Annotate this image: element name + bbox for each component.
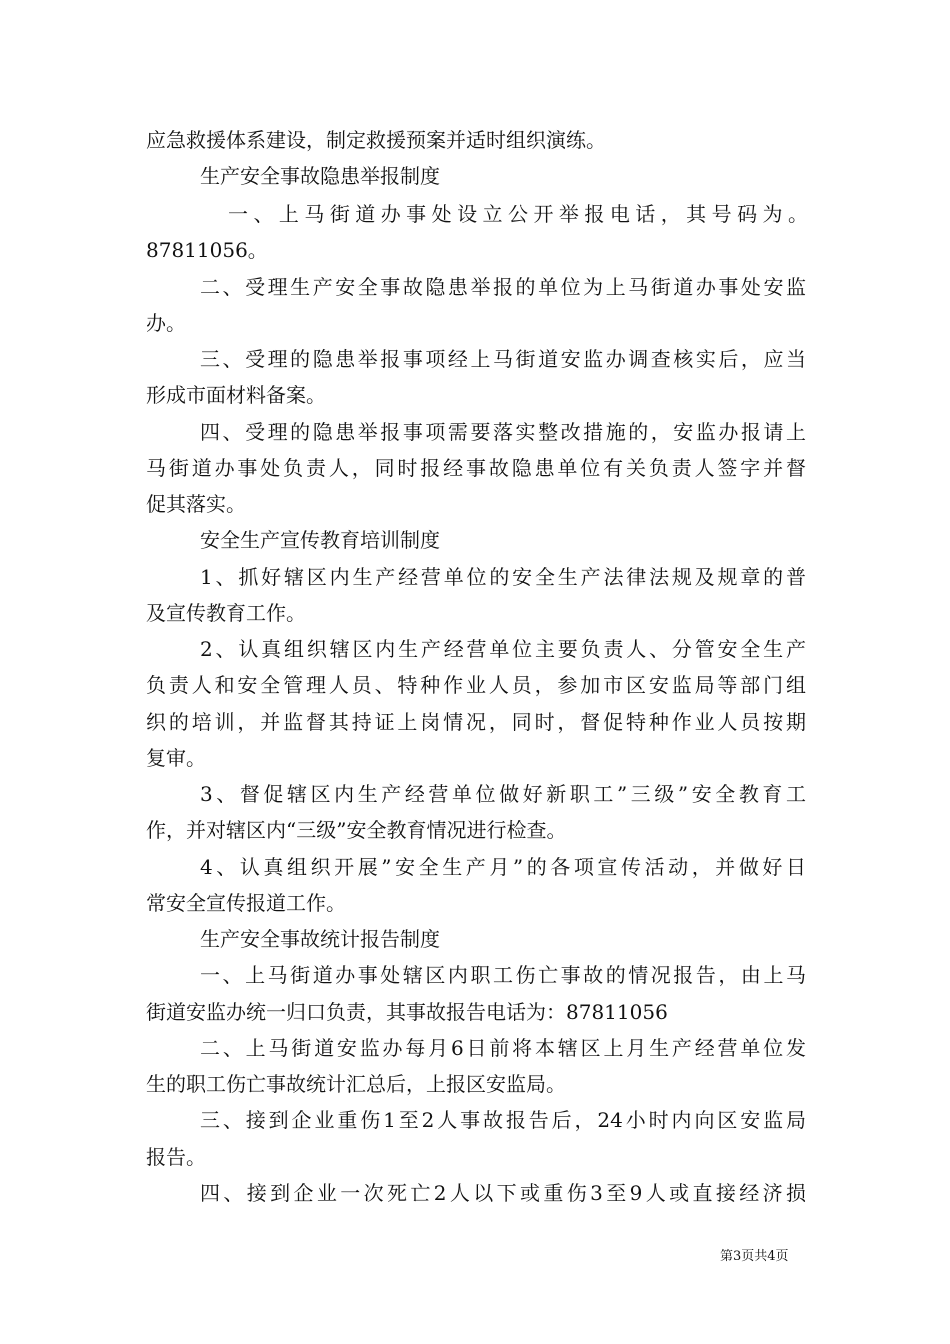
text-line: 3、督促辖区内生产经营单位做好新职工”三级”安全教育工 [200, 782, 806, 806]
text-line: 生的职工伤亡事故统计汇总后，上报区安监局。 [146, 1072, 566, 1096]
text-line: 三、受理的隐患举报事项经上马街道安监办调查核实后，应当 [200, 347, 806, 371]
text-line: 促其落实。 [146, 492, 246, 516]
text-line: 报告。 [146, 1145, 206, 1169]
text-line: 常安全宣传报道工作。 [146, 891, 346, 915]
section-heading: 生产安全事故隐患举报制度 [200, 164, 440, 188]
text-line: 二、受理生产安全事故隐患举报的单位为上马街道办事处安监 [200, 275, 806, 299]
section-heading: 生产安全事故统计报告制度 [200, 927, 440, 951]
text-line: 1、抓好辖区内生产经营单位的安全生产法律法规及规章的普 [200, 565, 806, 589]
text-line: 一、上马街道办事处设立公开举报电话，其号码为。 [228, 202, 808, 226]
text-line: 四、接到企业一次死亡2人以下或重伤3至9人或直接经济损 [200, 1181, 806, 1205]
text-line: 织的培训，并监督其持证上岗情况，同时，督促特种作业人员按期 [146, 710, 806, 734]
section-heading: 安全生产宣传教育培训制度 [200, 528, 440, 552]
text-line: 2、认真组织辖区内生产经营单位主要负责人、分管安全生产 [200, 637, 806, 661]
text-line: 及宣传教育工作。 [146, 601, 306, 625]
text-line: 应急救援体系建设，制定救援预案并适时组织演练。 [146, 128, 606, 152]
text-line: 复审。 [146, 746, 206, 770]
text-line: 87811056。 [146, 238, 268, 262]
text-line: 马街道办事处负责人，同时报经事故隐患单位有关负责人签字并督 [146, 456, 806, 480]
text-line: 办。 [146, 311, 186, 335]
text-line: 一、上马街道办事处辖区内职工伤亡事故的情况报告，由上马 [200, 963, 806, 987]
text-line: 街道安监办统一归口负责，其事故报告电话为：87811056 [146, 1000, 668, 1024]
text-line: 4、认真组织开展”安全生产月”的各项宣传活动，并做好日 [200, 855, 806, 879]
page-number: 第3页共4页 [720, 1249, 789, 1264]
text-line: 三、接到企业重伤1至2人事故报告后，24小时内向区安监局 [200, 1108, 806, 1132]
text-line: 负责人和安全管理人员、特种作业人员，参加市区安监局等部门组 [146, 673, 806, 697]
text-line: 形成市面材料备案。 [146, 383, 326, 407]
text-line: 作，并对辖区内“三级”安全教育情况进行检查。 [146, 818, 567, 842]
text-line: 四、受理的隐患举报事项需要落实整改措施的，安监办报请上 [200, 420, 806, 444]
text-line: 二、上马街道安监办每月6日前将本辖区上月生产经营单位发 [200, 1036, 806, 1060]
